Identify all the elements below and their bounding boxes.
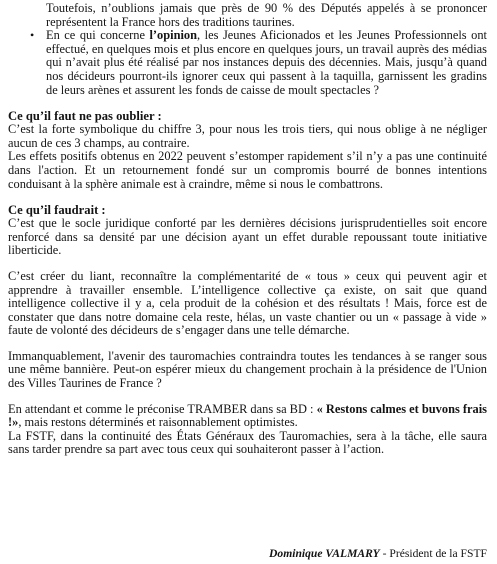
section-heading-ne-pas-oublier: Ce qu’il faut ne pas oublier : <box>8 109 162 124</box>
para4-bold-quote: « Restons calmes et buvons frais !» <box>8 401 487 430</box>
opinion-paragraph <box>46 29 487 97</box>
para4-lead-text: En attendant et comme le préconise TRAMBER dans sa BD : <box>8 401 317 416</box>
opinion-rest-text: , les Jeunes Aficionados et les Jeunes Professionnels ont effectué, en quelques mois et plus encore en quelques jours, un travail auprès des médias qui n’avait plus été réalisé par nos instances depuis des décennies. Mais, jusqu’à quand nos décideurs pourront-ils ignorer ceux qui passent à la taquilla, garnissent les gradins de leurs arènes et assurent les fonds de caisse de moult spectacles ? <box>46 28 487 97</box>
section1-paragraph-1: C’est la forte symbolique du chiffre 3, pour nous les trois tiers, qui nous oblige à ne négliger aucun de ces 3 champs, au contraire. <box>8 122 487 150</box>
opinion-lead-text: En ce qui concerne <box>46 28 150 43</box>
bullet-icon: • <box>30 28 35 43</box>
para4-rest-text: , mais restons déterminés et raisonnablement optimistes. <box>18 415 298 430</box>
section2-paragraph-5: La FSTF, dans la continuité des États Généraux des Tauromachies, sera à la tâche, elle saura sans tarder prendre sa part avec tous ceux qui souhaiteront passer à l’action. <box>8 428 487 457</box>
section1-paragraph-2: Les effets positifs obtenus en 2022 peuvent s’estomper rapidement s’il n’y a pas une continuité dans l'action. Et un retournement fondé sur un compromis bourré de bonnes intentions conduisant à la sphère animale est à craindre, même si nous le combattrons. <box>8 149 487 191</box>
section2-paragraph-3: Immanquablement, l'avenir des tauromachies contraindra toutes les tendances à se ranger sous une même bannière. Peut-on espérer mieux du changement prochain à la présidence de l'Union des Villes Taurines de France ? <box>8 348 487 391</box>
signature-title: - Président de la FSTF <box>379 547 487 560</box>
section2-paragraph-1: C’est que le socle juridique conforté par les dernières décisions jurisprudentielles soit encore renforcé dans sa densité par une décision ayant un effet durable repoussant toute initiative liberticide. <box>8 216 487 258</box>
opinion-bullet-item <box>8 29 487 97</box>
signature <box>269 547 487 561</box>
signature-name: Dominique VALMARY <box>269 547 380 560</box>
opinion-bold-text: l’opinion <box>149 28 198 43</box>
section2-paragraph-2: C’est créer du liant, reconnaître la complémentarité de « tous » ceux qui peuvent agir et apprendre à travailler ensemble. L’intelligence collective ça existe, on sait que quand intelligence collective il y a, cela produit de la cohésion et des résultats ! Mais, force est de constater que dans notre domaine cela reste, hélas, un vaste chantier ou un « passage à vide » faute de volonté des décideurs de s’engager dans une telle démarche. <box>8 268 487 338</box>
section-heading-faudrait: Ce qu’il faudrait : <box>8 203 106 218</box>
section2-paragraph-4 <box>8 403 487 430</box>
intro-paragraph: Toutefois, n’oublions jamais que près de 90 % des Députés appelés à se prononcer représentent la France hors des traditions taurines. <box>46 1 487 29</box>
